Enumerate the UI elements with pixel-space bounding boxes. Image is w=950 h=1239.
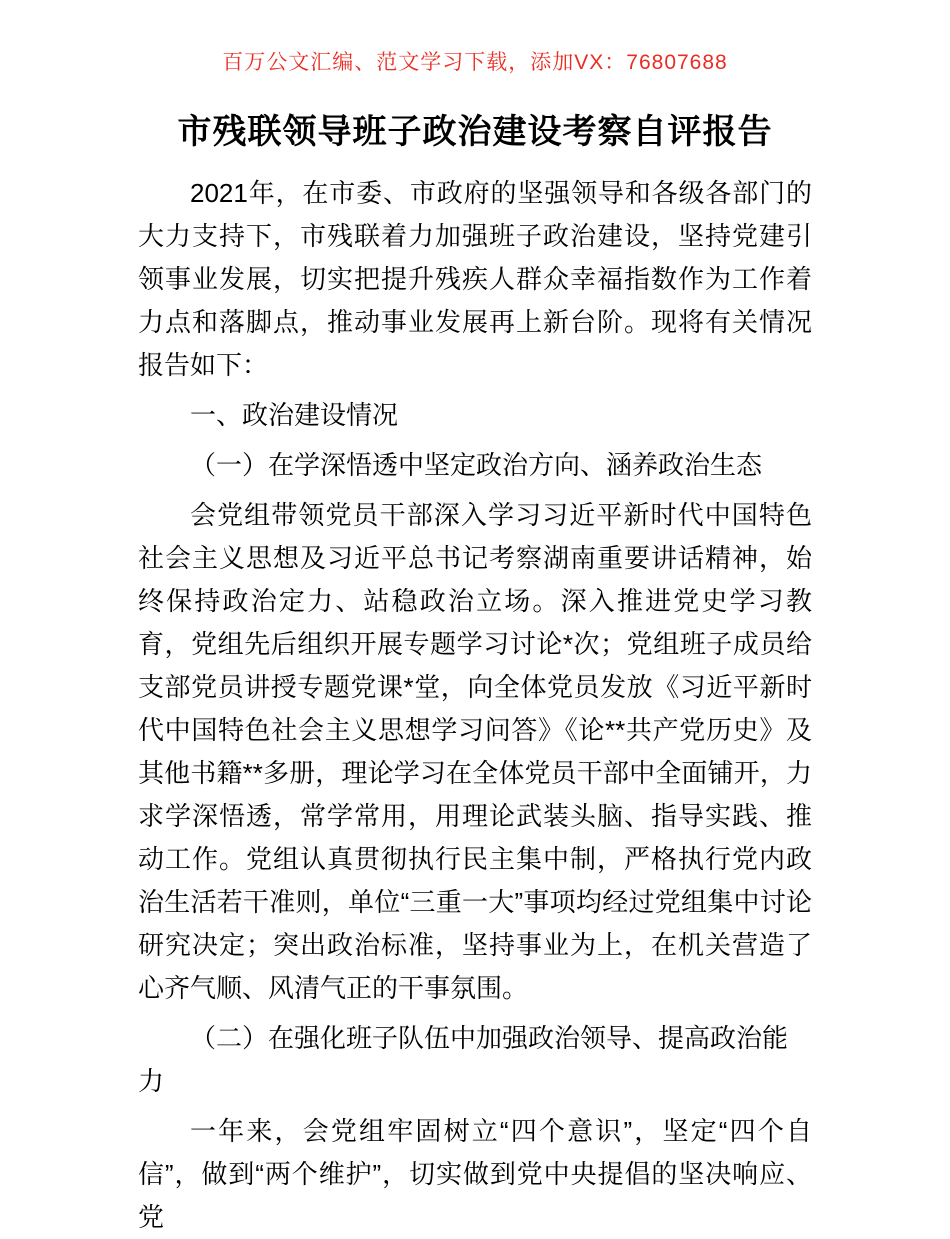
paragraph-team-building: 一年来，会党组牢固树立“四个意识”，坚定“四个自信”，做到“两个维护”，切实做到党中央提倡的坚决响应、党 (138, 1116, 812, 1232)
section-heading-political-construction: 一、政治建设情况 (190, 400, 399, 430)
paragraph-intro: 2021年，在市委、市政府的坚强领导和各级各部门的大力支持下，市残联着力加强班子政治建设，坚持党建引领事业发展，切实把提升残疾人群众幸福指数作为工作着力点和落脚点，推动事业发展再上新台阶。现将有关情况报告如下： (138, 178, 812, 380)
subsection-heading-team-building: （二）在强化班子队伍中加强政治领导、提高政治能力 (138, 1023, 789, 1096)
paragraph-study-details: 会党组带领党员干部深入学习习近平新时代中国特色社会主义思想及习近平总书记考察湖南重要讲话精神，始终保持政治定力、站稳政治立场。深入推进党史学习教育，党组先后组织开展专题学习讨论*次；党组班子成员给支部党员讲授专题党课*堂，向全体党员发放《习近平新时代中国特色社会主义思想学习问答》《论**共产党历史》及其他书籍**多册，理论学习在全体党员干部中全面铺开，力求学深悟透，常学常用，用理论武装头脑、指导实践、推动工作。党组认真贯彻执行民主集中制，严格执行党内政治生活若干准则，单位“三重一大”事项均经过党组集中讨论研究决定；突出政治标准，坚持事业为上，在机关营造了心齐气顺、风清气正的干事氛围。 (138, 500, 812, 1003)
document-body (138, 172, 812, 1239)
header-notice: 百万公文汇编、范文学习下载，添加VX：76807688 (222, 51, 728, 74)
document-title: 市残联领导班子政治建设考察自评报告 (177, 113, 773, 151)
subsection-heading-study: （一）在学深悟透中坚定政治方向、涵养政治生态 (190, 450, 763, 480)
